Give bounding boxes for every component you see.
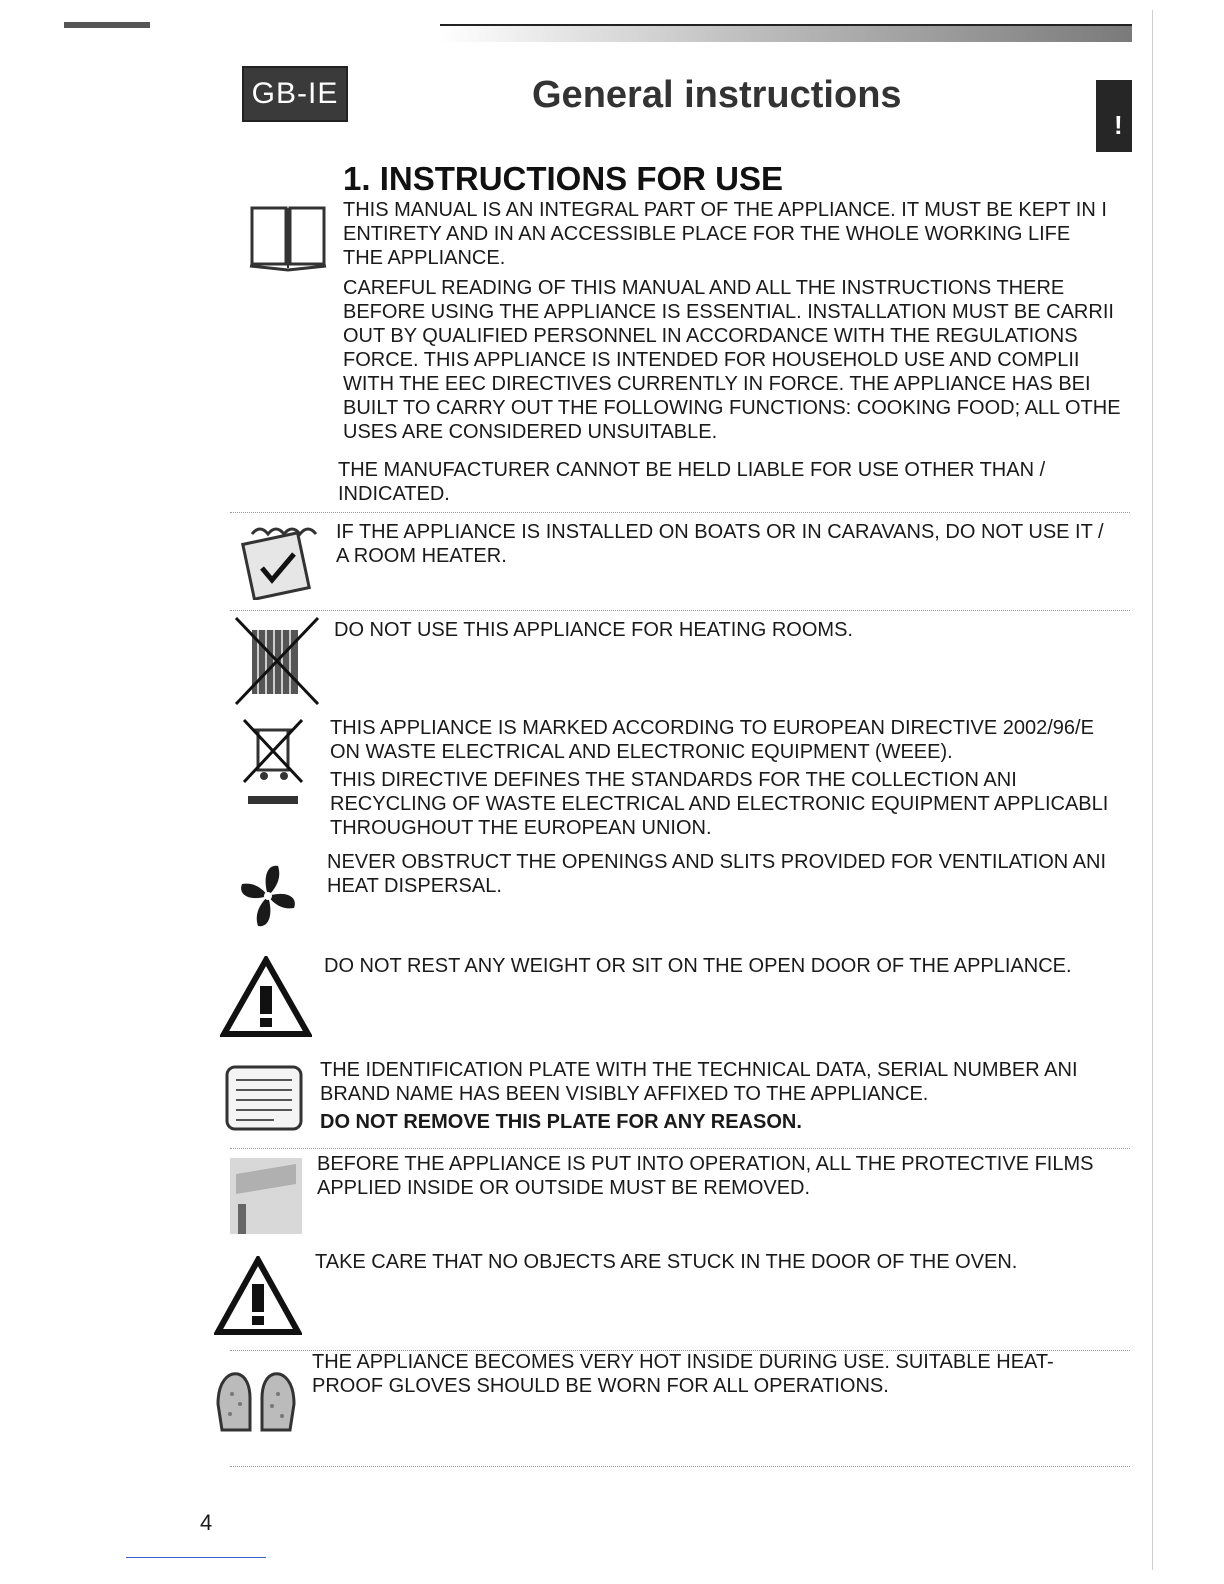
warning-bold-text: DO NOT REMOVE THIS PLATE FOR ANY REASON. <box>320 1111 802 1133</box>
header-gradient-bar <box>440 26 1132 42</box>
footer-rule <box>126 1557 266 1558</box>
paragraph: THE IDENTIFICATION PLATE WITH THE TECHNICAL DATA, SERIAL NUMBER ANI BRAND NAME HAS BEEN VISIBLY AFFIXED TO THE APPLIANCE. <box>320 1059 1078 1105</box>
separator <box>230 1466 1130 1467</box>
paragraph: BEFORE THE APPLIANCE IS PUT INTO OPERATION, ALL THE PROTECTIVE FILMS APPLIED INSIDE OR OUTSIDE MUST BE REMOVED. <box>317 1153 1094 1199</box>
protective-film-icon <box>226 1154 306 1238</box>
oven-gloves-icon <box>212 1364 300 1436</box>
manual-book-icon <box>248 200 328 272</box>
page-edge-line <box>1152 10 1153 1570</box>
notepad-checkmark-icon <box>238 520 322 600</box>
warning-triangle-icon <box>220 956 312 1038</box>
page-title: General instructions <box>532 74 902 116</box>
warning-tab-mark: ! <box>1114 110 1123 140</box>
language-badge: GB-IE <box>242 66 348 122</box>
page-number: 4 <box>200 1510 213 1535</box>
paragraph: NEVER OBSTRUCT THE OPENINGS AND SLITS PROVIDED FOR VENTILATION ANI HEAT DISPERSAL. <box>327 851 1107 897</box>
data-plate-icon <box>224 1064 304 1132</box>
crossed-bin-icon <box>240 716 306 806</box>
paragraph: THE APPLIANCE BECOMES VERY HOT INSIDE DURING USE. SUITABLE HEAT- PROOF GLOVES SHOULD BE WORN FOR ALL OPERATIONS. <box>312 1351 1054 1397</box>
separator <box>230 610 1130 611</box>
separator <box>230 1148 1130 1149</box>
paragraph: DO NOT REST ANY WEIGHT OR SIT ON THE OPEN DOOR OF THE APPLIANCE. <box>324 955 1072 977</box>
section-heading: 1. INSTRUCTIONS FOR USE <box>343 160 784 197</box>
paragraph: DO NOT USE THIS APPLIANCE FOR HEATING ROOMS. <box>334 619 853 641</box>
no-heating-icon <box>234 616 320 706</box>
warning-triangle-icon <box>214 1256 302 1336</box>
paragraph: THE MANUFACTURER CANNOT BE HELD LIABLE FOR USE OTHER THAN / INDICATED. <box>338 459 1046 505</box>
paragraph: THIS APPLIANCE IS MARKED ACCORDING TO EUROPEAN DIRECTIVE 2002/96/E ON WASTE ELECTRICAL AND ELECTRONIC EQUIPMENT (WEEE). <box>330 717 1094 763</box>
separator <box>230 512 1130 513</box>
header-rule-left <box>64 22 150 28</box>
paragraph: THIS DIRECTIVE DEFINES THE STANDARDS FOR THE COLLECTION ANI RECYCLING OF WASTE ELECTRICAL AND ELECTRONIC EQUIPMENT APPLICABLI THROUGHOUT THE EUROPEAN UNION. <box>330 769 1109 839</box>
paragraph: THIS MANUAL IS AN INTEGRAL PART OF THE APPLIANCE. IT MUST BE KEPT IN I ENTIRETY AND IN AN ACCESSIBLE PLACE FOR THE WHOLE WORKING LIFE THE APPLIANCE. <box>343 199 1107 269</box>
paragraph: IF THE APPLIANCE IS INSTALLED ON BOATS OR IN CARAVANS, DO NOT USE IT / A ROOM HEATER. <box>336 521 1104 567</box>
paragraph: TAKE CARE THAT NO OBJECTS ARE STUCK IN THE DOOR OF THE OVEN. <box>315 1251 1018 1273</box>
paragraph: CAREFUL READING OF THIS MANUAL AND ALL THE INSTRUCTIONS THERE BEFORE USING THE APPLIANCE IS ESSENTIAL. INSTALLATION MUST BE CARRII OUT BY QUALIFIED PERSONNEL IN ACCORDANCE WITH THE REGULATIONS FORCE. THIS APPLIANCE IS INTENDED FOR HOUSEHOLD USE AND COMPLII WITH THE EEC DIRECTIVES CURRENTLY IN FORCE. THE APPLIANCE HAS BEI BUILT TO CARRY OUT THE FOLLOWING FUNCTIONS: COOKING FOOD; ALL OTHE USES ARE CONSIDERED UNSUITABLE. <box>343 277 1121 443</box>
ventilation-fan-icon <box>232 856 304 936</box>
